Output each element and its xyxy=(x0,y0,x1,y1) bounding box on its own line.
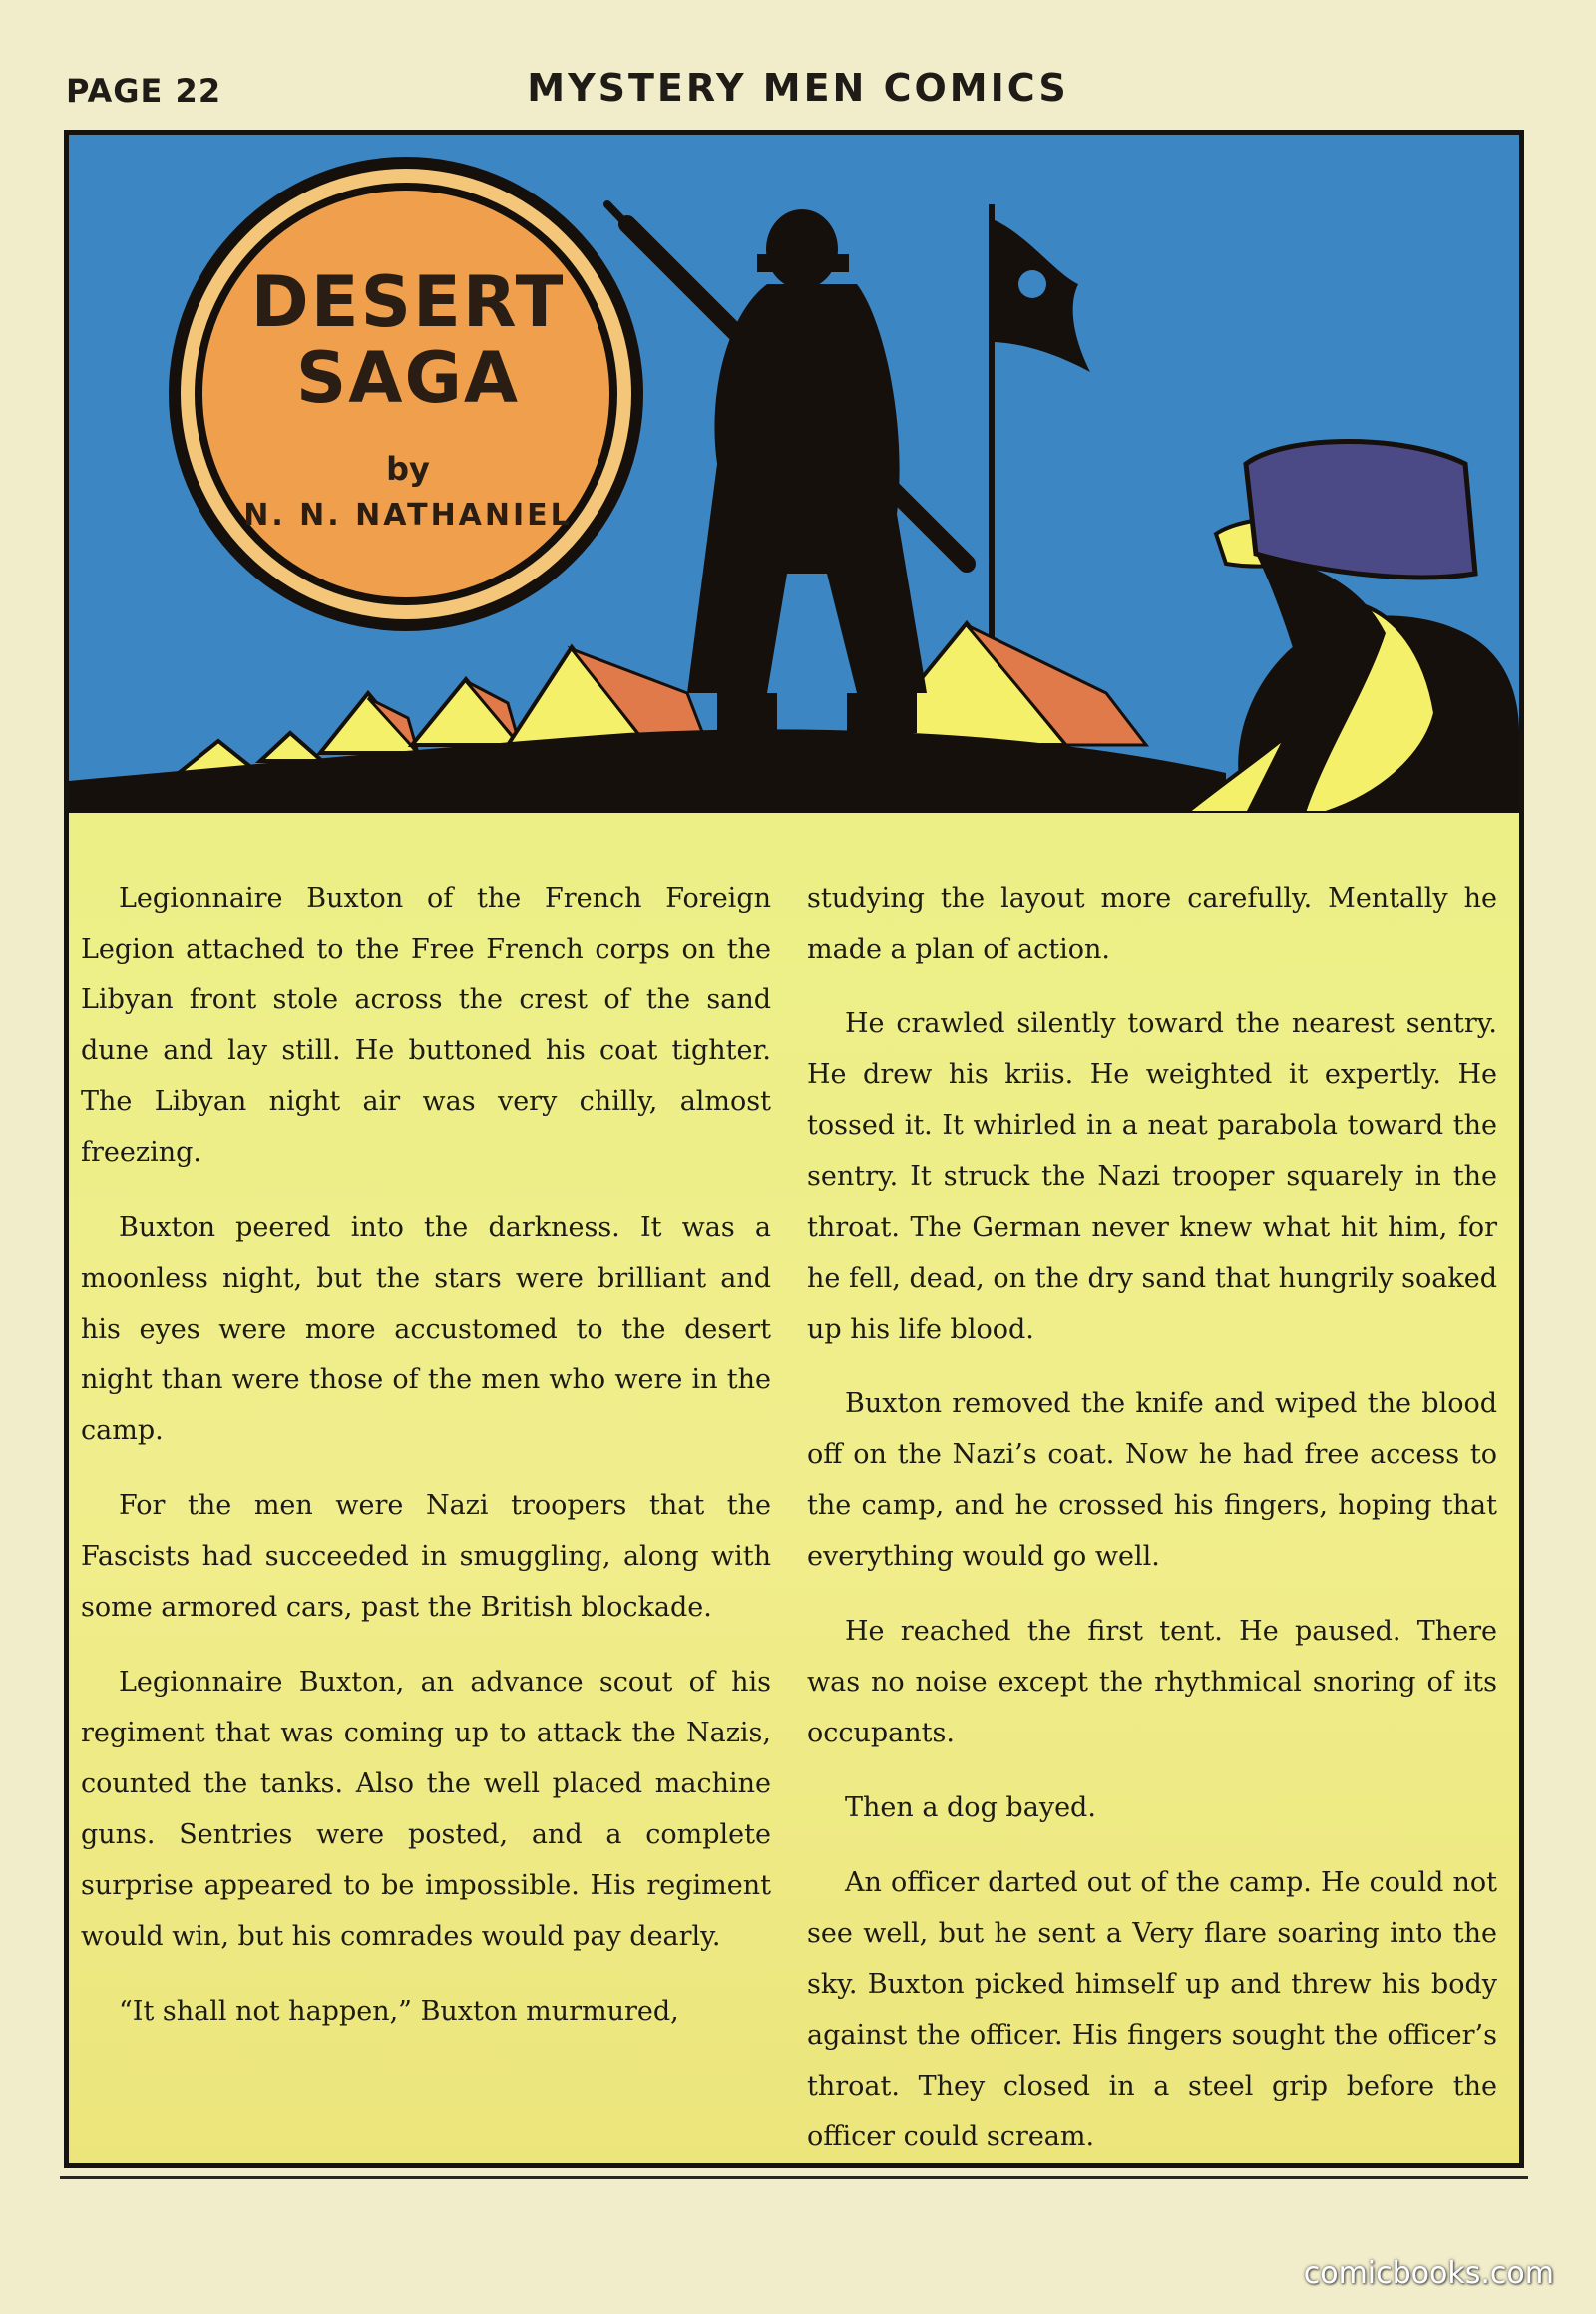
page-number: PAGE 22 xyxy=(66,72,222,110)
story-frame xyxy=(64,130,1524,2168)
paragraph: Legionnaire Buxton, an advance scout of his regiment that was coming up to attack the Nazis, counted the tanks. Also the well placed machine guns. Sentries were posted, and a complete surprise appeared to be impossible. His regiment would win, but his comrades would pay dearly. xyxy=(81,1667,771,1952)
byline-by: by xyxy=(386,450,430,488)
story-title-line1: DESERT xyxy=(250,261,566,343)
splash-illustration xyxy=(69,135,1519,813)
paragraph: Buxton peered into the darkness. It was a moonless night, but the stars were brilliant and his eyes were more accustomed to the desert night than were those of the men who were in the camp. xyxy=(81,1212,771,1446)
kepi-cap xyxy=(1246,442,1475,578)
paragraph: An officer darted out of the camp. He could not see well, but he sent a Very flare soaring into the sky. Buxton picked himself up and threw his body against the officer. His fingers sought the officer’s throat. They closed in a steel grip before the officer could scream. xyxy=(807,1867,1497,2152)
title-seal xyxy=(189,261,627,533)
story-column-left xyxy=(81,873,771,2061)
paragraph: He crawled silently toward the nearest sentry. He drew his kriis. He weighted it expertly. He tossed it. It whirled in a neat parabola toward the sentry. It struck the Nazi trooper squarely in the throat. The German never knew what hit him, for he fell, dead, on the dry sand that hungrily soaked up his life blood. xyxy=(807,1008,1497,1345)
paragraph: For the men were Nazi troopers that the Fascists had succeeded in smuggling, along with some armored cars, past the British blockade. xyxy=(81,1490,771,1623)
paragraph: Legionnaire Buxton of the French Foreign Legion attached to the Free French corps on the Libyan front stole across the crest of the sand dune and lay still. He buttoned his coat tighter. The Libyan night air was very chilly, almost freezing. xyxy=(81,883,771,1168)
magazine-title: MYSTERY MEN COMICS xyxy=(527,66,1069,110)
paragraph-continuation: studying the layout more carefully. Mentally he made a plan of action. xyxy=(807,883,1497,964)
paragraph: He reached the first tent. He paused. There was no noise except the rhythmical snoring of its occupants. xyxy=(807,1616,1497,1748)
paragraph: Then a dog bayed. xyxy=(845,1792,1096,1823)
bottom-rule xyxy=(60,2176,1528,2179)
story-text-panel xyxy=(69,813,1519,2163)
flag-emblem xyxy=(1018,270,1046,298)
story-title-line2: SAGA xyxy=(295,337,521,419)
flagpole xyxy=(989,204,995,643)
author-name: N. N. NATHANIEL xyxy=(243,498,573,533)
site-watermark: comicbooks.com xyxy=(1303,2256,1554,2291)
story-column-right xyxy=(807,873,1497,2168)
paragraph: Buxton removed the knife and wiped the blood off on the Nazi’s coat. Now he had free access to the camp, and he crossed his fingers, hoping that everything would go well. xyxy=(807,1388,1497,1572)
paragraph: “It shall not happen,” Buxton murmured, xyxy=(119,1996,679,2027)
